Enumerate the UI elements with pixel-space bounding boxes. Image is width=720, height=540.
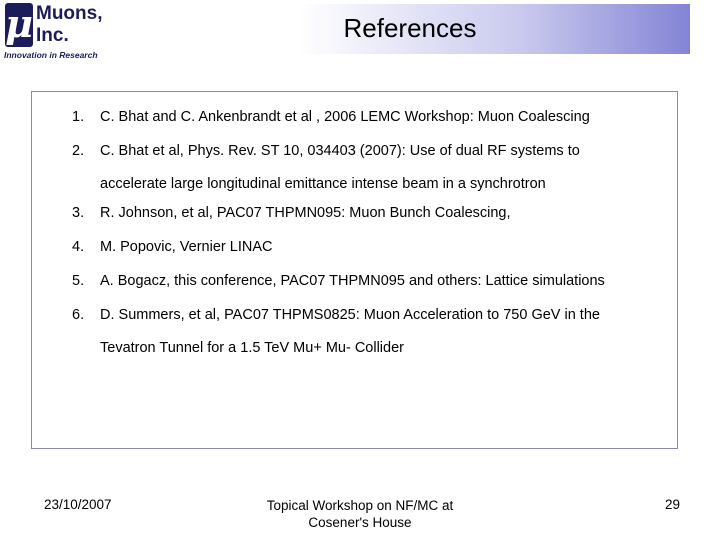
reference-number: 1. — [72, 109, 85, 125]
reference-number: 6. — [72, 307, 85, 323]
reference-number: 5. — [72, 273, 85, 289]
reference-text: D. Summers, et al, PAC07 THPMS0825: Muon Acceleration to 750 GeV in the — [100, 307, 600, 323]
footer-event-line1: Topical Workshop on NF/MC at — [266, 498, 454, 513]
reference-text-continued: Tevatron Tunnel for a 1.5 TeV Mu+ Mu- Collider — [100, 340, 404, 356]
page-title: References — [343, 13, 477, 43]
reference-text: C. Bhat et al, Phys. Rev. ST 10, 034403 (2007): Use of dual RF systems to — [100, 143, 580, 159]
reference-text: R. Johnson, et al, PAC07 THPMN095: Muon Bunch Coalescing, — [100, 205, 511, 221]
mu-symbol-icon: μ — [5, 1, 33, 46]
muons-inc-logo — [4, 3, 128, 61]
logo-tagline: Innovation in Research — [4, 50, 98, 60]
logo-name-line2: Inc. — [36, 25, 69, 46]
logo-name-line1: Muons, — [36, 3, 103, 24]
footer-date: 23/10/2007 — [44, 497, 112, 512]
references-box — [31, 91, 678, 449]
reference-text: A. Bogacz, this conference, PAC07 THPMN095 and others: Lattice simulations — [100, 273, 605, 289]
page-number: 29 — [664, 497, 680, 512]
footer-event — [230, 497, 490, 531]
footer-event-line2: Cosener's House — [308, 515, 412, 530]
reference-text: M. Popovic, Vernier LINAC — [100, 239, 273, 255]
reference-number: 2. — [72, 143, 85, 159]
reference-text: C. Bhat and C. Ankenbrandt et al , 2006 LEMC Workshop: Muon Coalescing — [100, 109, 590, 125]
reference-number: 4. — [72, 239, 85, 255]
reference-number: 3. — [72, 205, 85, 221]
logo-name — [36, 3, 103, 47]
reference-text-continued: accelerate large longitudinal emittance intense beam in a synchrotron — [100, 176, 546, 192]
